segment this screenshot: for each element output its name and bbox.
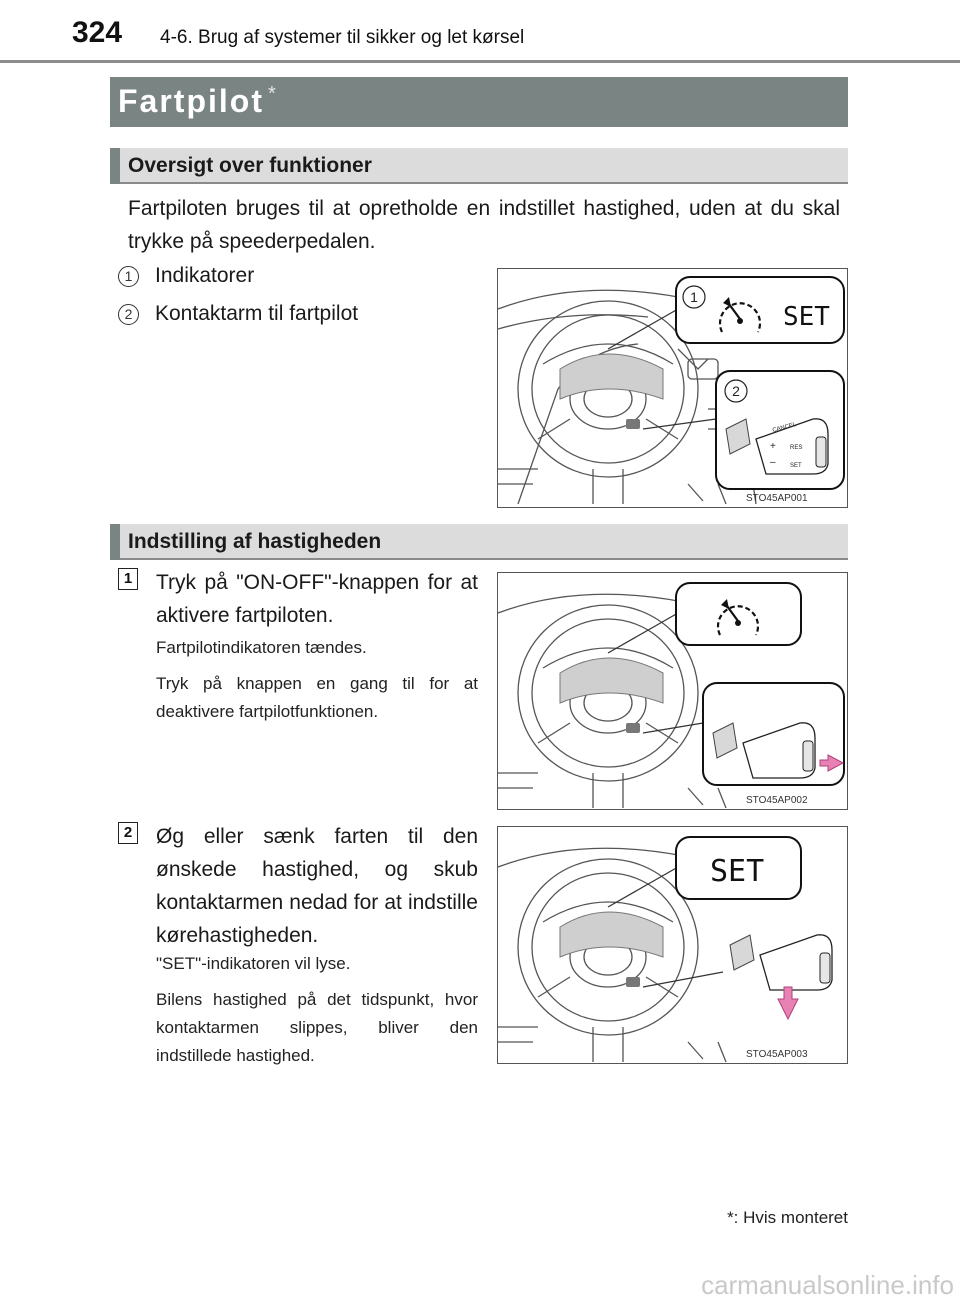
step-2-note-2: Bilens hastighed på det tidspunkt, hvor kontaktarmen slippes, bliver den indstillede hastighed. — [156, 990, 478, 1065]
setting-heading — [110, 524, 848, 560]
page-number: 324 — [72, 16, 123, 49]
footnote: *: Hvis monteret — [727, 1208, 848, 1227]
item-label-indicators: Indikatorer — [155, 264, 255, 287]
step-1-note-1: Fartpilotindikatoren tændes. — [156, 638, 367, 657]
figure-step-1 — [497, 572, 848, 810]
step-number-2: 2 — [118, 822, 138, 844]
figure-code-2: STO45AP002 — [746, 795, 808, 806]
lever-minus-label: – — [770, 457, 776, 468]
header-rule — [0, 60, 960, 63]
figure-overview — [497, 268, 848, 508]
step-1-text: Tryk på "ON-OFF"-knappen for at aktivere fartpiloten. — [156, 571, 478, 627]
figure-step-2 — [497, 826, 848, 1064]
callout-2-number: 2 — [732, 383, 740, 399]
lever-set-label: SET — [790, 463, 802, 469]
step-number-1: 1 — [118, 568, 138, 590]
step-2-note-1: "SET"-indikatoren vil lyse. — [156, 954, 351, 973]
watermark: carmanualsonline.info — [701, 1270, 954, 1300]
item-number-1: 1 — [118, 266, 139, 287]
step-2-text: Øg eller sænk farten til den ønskede hastighed, og skub kontaktarmen nedad for at indstille kørehastigheden. — [156, 825, 478, 947]
overview-intro: Fartpiloten bruges til at opretholde en indstillet hastighed, uden at du skal trykke på speederpedalen. — [128, 197, 840, 253]
figure-code-1: STO45AP001 — [746, 493, 808, 504]
section-title: Fartpilot — [118, 83, 264, 119]
item-label-lever: Kontaktarm til fartpilot — [155, 302, 359, 325]
lever-res-label: RES — [790, 445, 803, 451]
figure-code-3: STO45AP003 — [746, 1049, 808, 1060]
optional-marker: * — [268, 83, 276, 105]
step-1-note-2: Tryk på knappen en gang til for at deaktivere fartpilotfunktionen. — [156, 674, 478, 721]
chapter-title: 4-6. Brug af systemer til sikker og let kørsel — [160, 27, 525, 48]
set-indicator-text: SET — [783, 302, 830, 332]
overview-heading — [110, 148, 848, 184]
item-number-2: 2 — [118, 304, 139, 325]
set-indicator-text: SET — [710, 854, 765, 889]
callout-1-number: 1 — [690, 289, 698, 305]
overview-heading-label: Oversigt over funktioner — [128, 154, 372, 177]
section-title-bar — [110, 77, 848, 127]
setting-heading-label: Indstilling af hastigheden — [128, 530, 382, 553]
heading-marker — [110, 524, 120, 560]
heading-marker — [110, 148, 120, 184]
lever-cancel-label: CANCEL — [771, 421, 798, 434]
lever-plus-label: + — [770, 441, 776, 452]
